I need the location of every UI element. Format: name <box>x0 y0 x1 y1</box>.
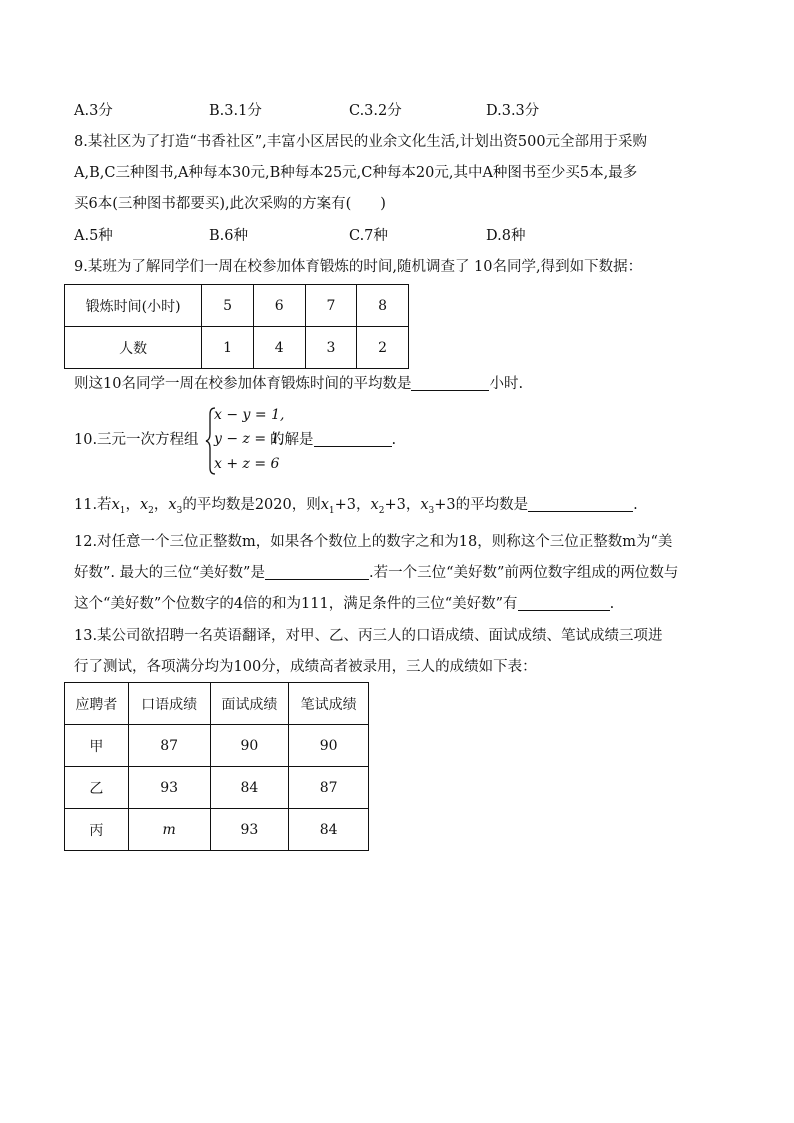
q12-line-2a: 好数”. 最大的三位“美好数”是 <box>74 565 265 581</box>
q8-line-1: 8.某社区为了打造“书香社区”,丰富小区居民的业余文化生活,计划出资500元全部用于采购 <box>74 134 648 150</box>
table-row <box>65 285 409 327</box>
q12-line-2 <box>74 563 678 583</box>
q8-option-c: C.7种 <box>349 228 388 244</box>
q11-text-c: 的平均数是 <box>455 497 529 513</box>
q12-line-3b: . <box>609 596 615 612</box>
q10-prefix: 10.三元一次方程组 <box>74 432 199 448</box>
table-header-cell: 笔试成绩 <box>289 683 369 725</box>
q11-text-b: 的平均数是2020，则 <box>182 497 321 513</box>
q11-subscript: 1 <box>328 505 335 516</box>
q10-end: . <box>391 432 397 448</box>
q12-line-3a: 这个“美好数”个位数字的4倍的和为111，满足条件的三位“美好数”有 <box>74 596 518 612</box>
q7-option-d: D.3.3分 <box>486 103 540 119</box>
table-cell: 87 <box>128 725 210 767</box>
table-cell: 84 <box>289 809 369 851</box>
q10-equation-1: x − y = 1, <box>214 407 285 423</box>
q8-line-2: A,B,C三种图书,A种每本30元,B种每本25元,C种每本20元,其中A种图书至少买5本,最多 <box>74 165 638 181</box>
q10-suffix-line <box>270 430 396 450</box>
table-cell: 3 <box>305 327 357 369</box>
answer-blank <box>528 495 633 512</box>
q8-line-3: 买6本(三种图书都要买),此次采购的方案有( ) <box>74 196 386 212</box>
table-cell: 7 <box>305 285 357 327</box>
table-cell: 93 <box>128 767 210 809</box>
table-cell: 1 <box>202 327 254 369</box>
table-row <box>65 725 369 767</box>
q11-sep: ， <box>356 497 371 513</box>
q11-var: x <box>370 497 379 513</box>
table-row <box>65 809 369 851</box>
table-cell: m <box>128 809 210 851</box>
table-cell: 甲 <box>65 725 129 767</box>
answer-blank <box>314 430 392 447</box>
q11-end: . <box>633 497 638 513</box>
table-cell: 2 <box>357 327 409 369</box>
q8-option-b: B.6种 <box>209 228 248 244</box>
table-row <box>65 327 409 369</box>
q7-option-b: B.3.1分 <box>209 103 262 119</box>
q11-subscript: 2 <box>148 505 154 516</box>
q11-sep: ， <box>125 497 140 513</box>
q13-line-2: 行了测试，各项满分均为100分，成绩高者被录用，三人的成绩如下表： <box>74 659 537 675</box>
table-row <box>65 683 369 725</box>
q11-subscript: 3 <box>176 505 183 516</box>
q9-after-line <box>74 374 523 394</box>
answer-blank <box>518 594 610 611</box>
q11-plus: +3 <box>434 497 456 513</box>
q13-table <box>64 682 369 851</box>
q13-line-1: 13.某公司欲招聘一名英语翻译，对甲、乙、丙三人的口语成绩、面试成绩、笔试成绩三项进 <box>74 628 663 644</box>
q9-after-text: 则这10名同学一周在校参加体育锻炼时间的平均数是 <box>74 376 412 392</box>
table-cell: 5 <box>202 285 254 327</box>
q10-equation-2: y − z = 1, <box>214 431 284 447</box>
answer-blank <box>411 374 489 391</box>
q12-line-3 <box>74 594 614 614</box>
q11-plus: +3 <box>384 497 406 513</box>
q11-var: x <box>139 497 149 513</box>
q11-plus: +3 <box>334 497 357 513</box>
q11-var: x <box>111 497 120 513</box>
table-cell: 4 <box>253 327 305 369</box>
q12-line-2b: .若一个三位“美好数”前两位数字组成的两位数与 <box>368 565 679 581</box>
q11-var: x <box>420 497 429 513</box>
q12-line-1: 12.对任意一个三位正整数m，如果各个数位上的数字之和为18，则称这个三位正整数m为“美 <box>74 534 673 550</box>
q11-var: x <box>168 497 177 513</box>
table-header-cell: 应聘者 <box>65 683 129 725</box>
table-cell: 乙 <box>65 767 129 809</box>
q11-subscript: 3 <box>428 505 435 516</box>
table-cell: 6 <box>253 285 305 327</box>
table-cell: 93 <box>210 809 289 851</box>
q10-suffix: 的解是 <box>270 432 314 448</box>
q7-option-c: C.3.2分 <box>349 103 402 119</box>
table-cell: 锻炼时间(小时) <box>65 285 202 327</box>
q11-subscript: 2 <box>378 505 385 516</box>
q9-unit-text: 小时. <box>489 376 524 392</box>
q7-option-a: A.3分 <box>74 103 113 119</box>
q11-sep: ， <box>153 497 169 513</box>
table-cell: 8 <box>357 285 409 327</box>
q11-subscript: 1 <box>119 505 126 516</box>
q11-line <box>74 495 638 521</box>
q11-text-a: 11.若 <box>74 497 112 513</box>
q10-equation-3: x + z = 6 <box>214 456 280 472</box>
table-cell: 84 <box>210 767 289 809</box>
table-cell: 87 <box>289 767 369 809</box>
q9-table <box>64 284 409 369</box>
table-row <box>65 767 369 809</box>
table-cell: 人数 <box>65 327 202 369</box>
q9-line-1: 9.某班为了解同学们一周在校参加体育锻炼的时间,随机调查了 10名同学,得到如下数据： <box>74 259 643 275</box>
q8-option-a: A.5种 <box>74 228 113 244</box>
table-cell: 丙 <box>65 809 129 851</box>
table-cell: 90 <box>210 725 289 767</box>
q11-sep: ， <box>405 497 421 513</box>
q11-var: x <box>320 497 329 513</box>
table-header-cell: 口语成绩 <box>128 683 210 725</box>
table-cell: 90 <box>289 725 369 767</box>
q8-option-d: D.8种 <box>486 228 526 244</box>
answer-blank <box>265 563 369 580</box>
table-header-cell: 面试成绩 <box>210 683 289 725</box>
